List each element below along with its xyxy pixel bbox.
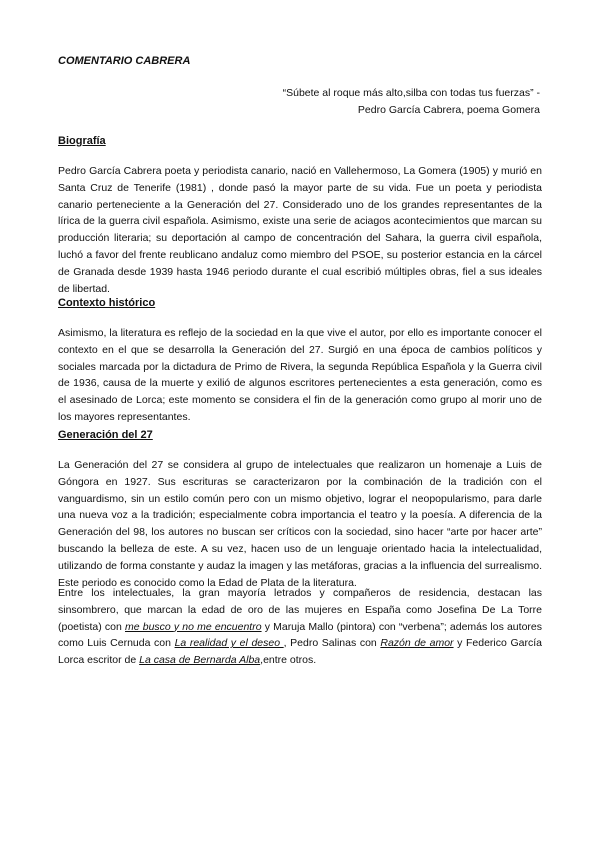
section-biografia	[58, 135, 542, 297]
work-title-link[interactable]: La realidad y el deseo	[174, 637, 284, 650]
section-contexto	[58, 297, 542, 426]
heading-biografia: Biografía	[58, 135, 106, 147]
epigraph	[283, 85, 540, 119]
heading-contexto: Contexto histórico	[58, 297, 156, 309]
work-title-link[interactable]: La casa de Bernarda Alba	[139, 654, 261, 667]
paragraph-segment: Entre los intelectuales, la gran mayoría letrados y compañeros de residencia, destacan las sinsombrero, que marcan la edad de oro de las mujeres en España como Josefina De La Torre (poetista) con	[58, 587, 542, 633]
work-title-link[interactable]: Razón de amor	[380, 637, 454, 650]
paragraph-segment: y Federico García Lorca escritor de	[58, 637, 542, 667]
document-title: COMENTARIO CABRERA	[58, 55, 191, 67]
epigraph-attribution: Pedro García Cabrera, poema Gomera	[357, 104, 540, 116]
paragraph-segment: ,entre otros.	[260, 654, 317, 667]
epigraph-quote: “Súbete al roque más alto,silba con todas tus fuerzas” -	[282, 87, 540, 99]
paragraph-segment: , Pedro Salinas con	[283, 637, 381, 650]
paragraph-biografia: Pedro García Cabrera poeta y periodista canario, nació en Vallehermoso, La Gomera (1905) y murió en Santa Cruz de Tenerife (1981) , donde pasó la mayor parte de su vida. Fue un poeta y periodista canario perteneciente a la Generación del 27. Considerado uno de los grandes representantes de la lírica de la guerra civil española. Asimismo, existe una serie de aciagos acontecimientos que marcan su producción literaria; su deportación al campo de concentración del Sahara, la guerra civil española, luchó a favor del frente reublicano andaluz como miembro del PSOE, su posterior estancia en la cárcel de Granada desde 1939 hasta 1946 periodo durante el cual escribió múltiples obras, fiel a sus ideales de libertad.	[58, 165, 542, 295]
section-generacion	[58, 429, 542, 591]
paragraph-generacion-2	[58, 585, 542, 669]
paragraph-segment: y Maruja Mallo (pintora) con “verbena”; además los autores como Luis Cernuda con	[58, 620, 542, 650]
heading-generacion: Generación del 27	[58, 429, 153, 441]
work-title-link[interactable]: me busco y no me encuentro	[125, 620, 262, 633]
paragraph-generacion-1: La Generación del 27 se considera al grupo de intelectuales que realizaron un homenaje a Luis de Góngora en 1927. Sus escrituras se caracterizaron por la combinación de la tradición con el vanguardismo, sin un estilo común pero con un mismo objetivo, lograr el neopopularismo, para darle una nueva voz a la tradición; especialmente cobra importancia el teatro y la poesía. A diferencia de la Generación del 98, los autores no buscan ser críticos con la sociedad, sino hacer “arte por hacer arte” buscando la belleza de este. A su vez, hacen uso de un lenguaje orientado hacia la intelectualidad, utilizando de forma constante y audaz la imagen y las metáforas, gracias a la influencia del surrealismo. Este periodo es conocido como la Edad de Plata de la literatura.	[58, 459, 542, 589]
paragraph-contexto: Asimismo, la literatura es reflejo de la sociedad en la que vive el autor, por ello es importante conocer el contexto en el que se desarrolla la Generación del 27. Surgió en una época de cambios políticos y sociales marcada por la dictadura de Primo de Rivera, la segunda República Española y la Guerra civil de 1936, causa de la muerte y exilió de algunos escritores pertenecientes a esta generación, como es el asesinado de Lorca; este momento se considera el fin de la generación como grupo al morir uno de los mayores representantes.	[58, 327, 542, 423]
